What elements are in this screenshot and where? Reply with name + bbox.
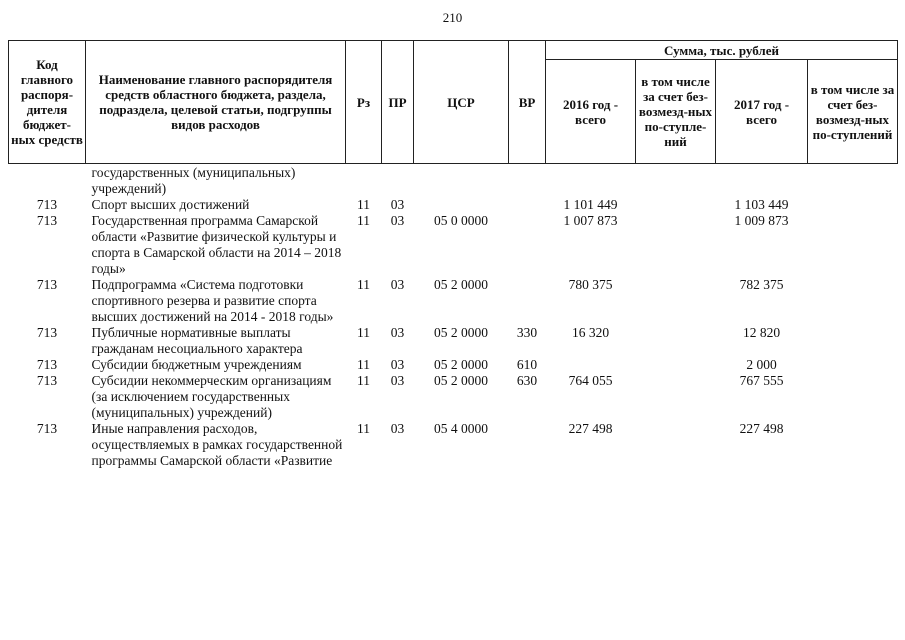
header-f2016: в том числе за счет без-возмезд-ных по-ступле-ний <box>636 60 716 164</box>
cell-f2016 <box>636 373 716 421</box>
cell-csr: 05 2 0000 <box>434 357 488 372</box>
cell-vr: 630 <box>516 373 538 388</box>
cell-y2016: 16 320 <box>571 325 610 340</box>
cell-csr: 05 2 0000 <box>434 373 488 388</box>
cell-vr <box>509 277 546 325</box>
cell-vr <box>509 164 546 198</box>
cell-name: Иные направления расходов, осуществляемых в рамках государственной программы Самарской области «Развитие <box>91 421 343 468</box>
cell-y2016 <box>546 164 636 198</box>
cell-y2017: 2 000 <box>746 357 777 372</box>
cell-y2017: 767 555 <box>739 373 784 388</box>
cell-rz: 11 <box>357 357 370 372</box>
page-number: 210 <box>442 10 463 25</box>
cell-code: 713 <box>36 213 58 228</box>
cell-csr: 05 4 0000 <box>434 421 488 436</box>
table-row <box>9 164 898 198</box>
table-body <box>9 164 898 470</box>
cell-code: 713 <box>36 421 58 436</box>
cell-y2016: 780 375 <box>568 277 613 292</box>
cell-f2016 <box>636 197 716 213</box>
cell-name: Субсидии бюджетным учреждениям <box>91 357 302 372</box>
cell-code: 713 <box>36 325 58 340</box>
cell-vr: 330 <box>516 325 538 340</box>
header-y2017: 2017 год - всего <box>716 60 808 164</box>
cell-rz: 11 <box>357 213 370 228</box>
cell-pr: 03 <box>390 421 405 436</box>
cell-pr: 03 <box>390 325 405 340</box>
cell-rz <box>346 164 382 198</box>
cell-y2017: 1 103 449 <box>734 197 789 212</box>
table-row <box>9 421 898 469</box>
cell-name: государственных (муниципальных) учреждений) <box>91 165 296 196</box>
cell-code: 713 <box>36 277 58 292</box>
cell-y2016: 227 498 <box>568 421 613 436</box>
cell-name: Подпрограмма «Система подготовки спортивного резерва и развитие спорта высших достижений на 2014 - 2018 годы» <box>91 277 334 324</box>
header-pr: ПР <box>382 41 414 164</box>
cell-vr <box>509 421 546 469</box>
cell-y2017: 227 498 <box>739 421 784 436</box>
cell-csr: 05 2 0000 <box>434 325 488 340</box>
header-rz: Рз <box>346 41 382 164</box>
cell-f2016 <box>636 213 716 277</box>
cell-vr <box>509 213 546 277</box>
cell-rz: 11 <box>357 325 370 340</box>
cell-y2016 <box>546 357 636 373</box>
cell-pr <box>382 164 414 198</box>
cell-y2017: 12 820 <box>742 325 781 340</box>
cell-rz: 11 <box>357 197 370 212</box>
table-row <box>9 213 898 277</box>
cell-name: Публичные нормативные выплаты гражданам несоциального характера <box>91 325 303 356</box>
cell-f2016 <box>636 164 716 198</box>
header-vr: ВР <box>509 41 546 164</box>
header-f2017: в том числе за счет без-возмезд-ных по-ступлений <box>808 60 898 164</box>
header-code: Код главного распоря-дителя бюджет-ных средств <box>9 41 86 164</box>
cell-pr: 03 <box>390 357 405 372</box>
header-y2016: 2016 год - всего <box>546 60 636 164</box>
cell-f2016 <box>636 277 716 325</box>
cell-code <box>9 164 86 198</box>
cell-y2016: 1 101 449 <box>563 197 618 212</box>
cell-y2016: 1 007 873 <box>563 213 618 228</box>
cell-pr: 03 <box>390 197 405 212</box>
cell-rz: 11 <box>357 373 370 388</box>
cell-csr <box>414 164 509 198</box>
table-row <box>9 197 898 213</box>
cell-vr: 610 <box>516 357 538 372</box>
cell-f2017 <box>808 357 898 373</box>
cell-f2017 <box>808 277 898 325</box>
cell-y2016: 764 055 <box>568 373 613 388</box>
cell-f2016 <box>636 325 716 357</box>
cell-y2017: 782 375 <box>739 277 784 292</box>
cell-f2017 <box>808 421 898 469</box>
header-sum: Сумма, тыс. рублей <box>546 41 898 60</box>
cell-y2017 <box>716 164 808 198</box>
cell-f2017 <box>808 213 898 277</box>
cell-f2017 <box>808 373 898 421</box>
cell-code: 713 <box>36 357 58 372</box>
cell-name: Субсидии некоммерческим организациям (за исключением государственных (муниципальных) учреждений) <box>91 373 332 420</box>
cell-code: 713 <box>36 197 58 212</box>
cell-rz: 11 <box>357 421 370 436</box>
cell-f2017 <box>808 197 898 213</box>
cell-name: Государственная программа Самарской области «Развитие физической культуры и спорта в Самарской области на 2014 – 2018 годы» <box>91 213 342 276</box>
cell-f2016 <box>636 357 716 373</box>
table-row <box>9 373 898 421</box>
cell-pr: 03 <box>390 277 405 292</box>
table-row <box>9 357 898 373</box>
header-name: Наименование главного распорядителя средств областного бюджета, раздела, подраздела, целевой статьи, подгруппы видов расходов <box>86 41 346 164</box>
cell-code: 713 <box>36 373 58 388</box>
cell-csr: 05 2 0000 <box>434 277 488 292</box>
cell-name: Спорт высших достижений <box>91 197 250 212</box>
cell-f2017 <box>808 164 898 198</box>
cell-rz: 11 <box>357 277 370 292</box>
cell-y2017: 1 009 873 <box>734 213 789 228</box>
header-csr: ЦСР <box>414 41 509 164</box>
cell-pr: 03 <box>390 213 405 228</box>
table-header <box>9 41 898 164</box>
cell-csr: 05 0 0000 <box>434 213 488 228</box>
cell-pr: 03 <box>390 373 405 388</box>
cell-csr <box>414 197 509 213</box>
cell-vr <box>509 197 546 213</box>
cell-f2017 <box>808 325 898 357</box>
cell-f2016 <box>636 421 716 469</box>
table-row <box>9 325 898 357</box>
table-row <box>9 277 898 325</box>
budget-table <box>8 40 898 469</box>
